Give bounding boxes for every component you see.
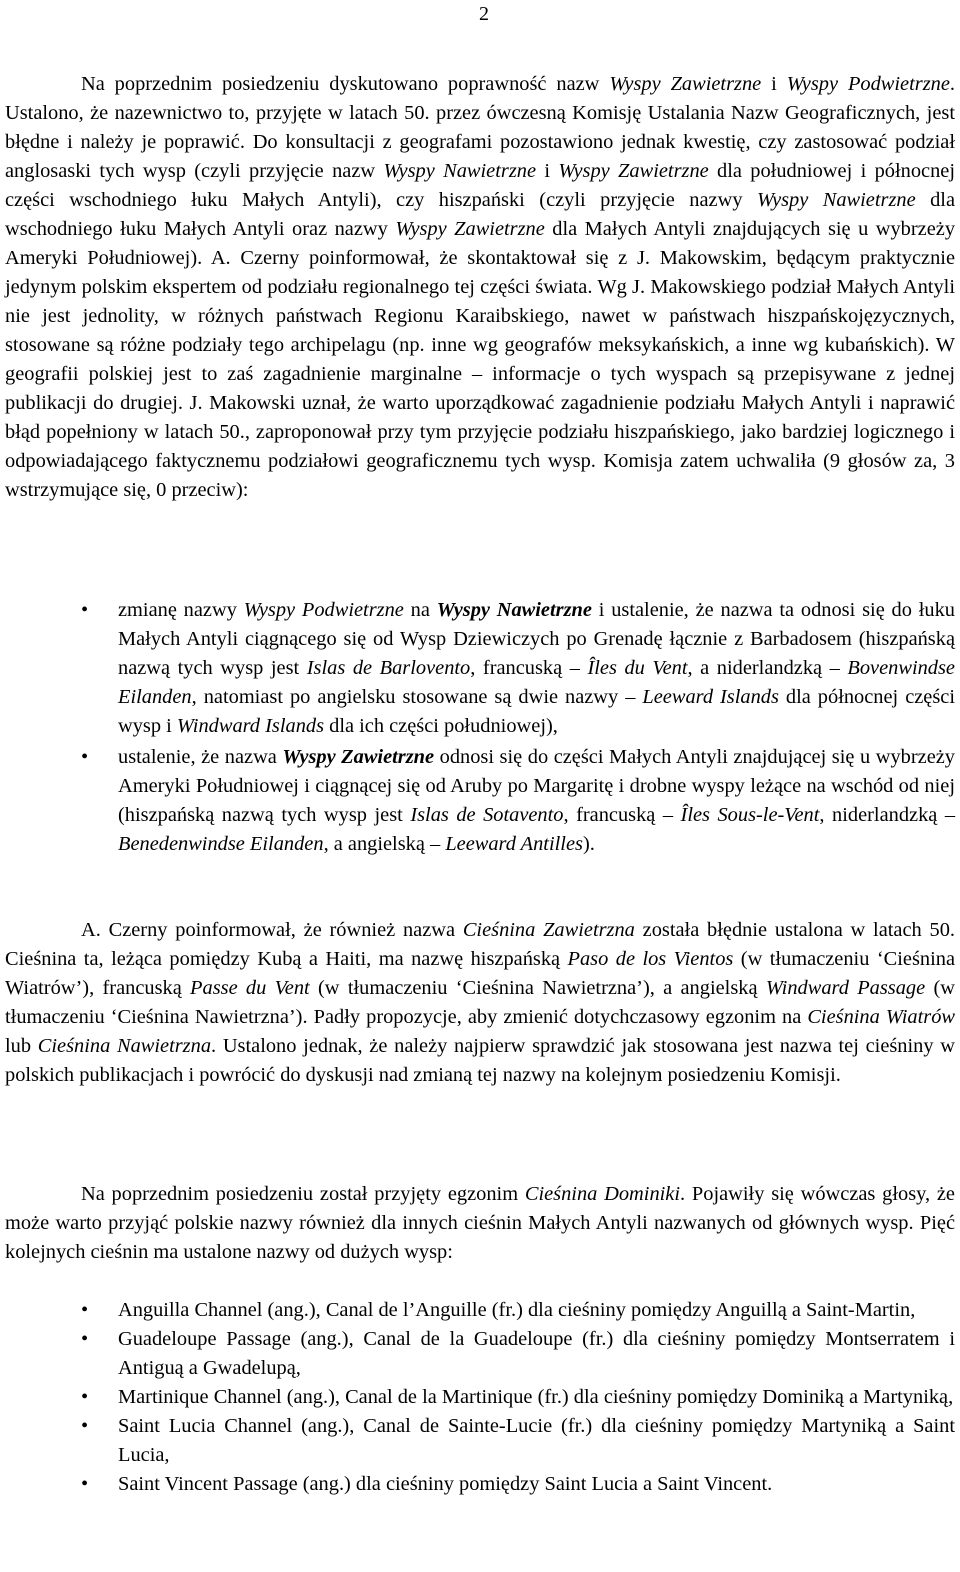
italic-text: Wyspy Nawietrzne [756,189,916,211]
text: , natomiast po angielsku stosowane są dwie nazwy – [191,686,643,708]
list-item [5,1470,955,1499]
text: , francuską – [563,804,681,826]
italic-text: Passe du Vent [190,977,310,999]
text: dla południowej i północnej części wschodniego łuku Małych Antyli), czy hiszpański (czyli przyjęcie nazwy [5,160,955,211]
text: Na poprzednim posiedzeniu został przyjęty egzonim [81,1183,525,1205]
bullet-icon: • [81,1415,89,1437]
text: dla ich części południowej), [324,715,558,737]
page-number: 2 [479,3,489,25]
text: (w tłumaczeniu ‘Cieśnina Nawietrzna’). Padły propozycje, aby zmienić dotychczasowy egzonim na [5,977,955,1028]
italic-text: Wyspy Podwietrzne [786,73,950,95]
text: Guadeloupe Passage (ang.), Canal de la Guadeloupe (fr.) dla cieśniny pomiędzy Montserratem i Antiguą a Gwadelupą, [118,1328,955,1379]
italic-text: Cieśnina Nawietrzna [37,1035,212,1057]
italic-text: Bovenwindse Eilanden [118,657,955,708]
bold-italic-text: Wyspy Zawietrzne [282,746,435,768]
text: , francuską – [470,657,588,679]
text: Martinique Channel (ang.), Canal de la Martinique (fr.) dla cieśniny pomiędzy Dominiką a Martyniką, [118,1386,954,1408]
bold-italic-text: Wyspy Nawietrzne [436,599,592,621]
italic-text: Cieśnina Zawietrzna [462,919,635,941]
text: i [536,160,559,182]
italic-text: Islas de Sotavento [410,804,564,826]
italic-text: Windward Passage [765,977,926,999]
italic-text: Leeward Islands [642,686,779,708]
text: ). [582,833,595,855]
list-item [5,596,955,741]
text: zmianę nazwy [118,599,244,621]
text: na [403,599,437,621]
list-item [5,1383,955,1412]
paragraph-leeward-windward [5,70,955,505]
italic-text: Wyspy Zawietrzne [558,160,709,182]
italic-text: Windward Islands [176,715,325,737]
text: Anguilla Channel (ang.), Canal de l’Anguille (fr.) dla cieśniny pomiędzy Anguillą a Saint-Martin, [118,1299,916,1321]
text: odnosi się do części Małych Antyli znajdującej się u wybrzeży Ameryki Południowej i ciągnącej się od Aruby po Margaritę i drobne wyspy leżące na wschód od niej (hiszpańską nazwą tych wysp jest [118,746,955,826]
text: dla Małych Antyli znajdujących się u wybrzeży Ameryki Południowej). A. Czerny poinformował, że skontaktował się z J. Makowskim, będącym praktycznie jedynym polskim ekspertem od podziału regionalnego tej części świata. Wg J. Makowskiego podział Małych Antyli nie jest jednolity, w różnych państwach Regionu Karaibskiego, nawet w państwach hiszpańskojęzycznych, stosowane są różne podziały tego archipelagu (np. inne wg geografów meksykańskich, a inne wg kubańskich). W geografii polskiej jest to zaś zagadnienie marginalne – informacje o tych wyspach są przepisywane z jednej publikacji do drugiej. J. Makowski uznał, że warto uporządkować zagadnienie podziału Małych Antyli i naprawić błąd popełniony w latach 50., zaproponował przy tym przyjęcie podziału hiszpańskiego, jako bardziej logicznego i odpowiadającego faktycznemu podziałowi geograficznemu tych wysp. Komisja zatem uchwaliła (9 głosów za, 3 wstrzymujące się, 0 przeciw): [5,218,956,501]
text: lub [5,1035,38,1057]
italic-text: Islas de Barlovento [306,657,471,679]
text: , a angielską – [323,833,446,855]
text: została błędnie ustalona w latach 50. Cieśnina ta, leżąca pomiędzy Kubą a Haiti, ma nazwę hiszpańską [5,919,955,970]
bullet-icon: • [81,1328,89,1350]
text: dla północnej części wysp i [118,686,955,737]
text: . Ustalono, że nazewnictwo to, przyjęte w latach 50. przez ówczesną Komisję Ustalania Nazw Geograficznych, jest błędne i należy je poprawić. Do konsultacji z geografami pozostawiono jednak kwestię, czy zastosować podział anglosaski tych wysp (czyli przyjęcie nazw [5,73,955,182]
list-item [5,1412,955,1470]
text: ustalenie, że nazwa [118,746,283,768]
bullet-icon: • [81,1299,89,1321]
italic-text: Wyspy Nawietrzne [383,160,537,182]
bullet-icon: • [81,1473,89,1495]
text: . Ustalono jednak, że należy najpierw sprawdzić jak stosowana jest nazwa tej cieśniny w polskich publikacjach i powrócić do dyskusji nad zmianą tej nazwy na kolejnym posiedzeniu Komisji. [5,1035,955,1086]
italic-text: Cieśnina Dominiki [524,1183,681,1205]
text: (w tłumaczeniu ‘Cieśnina Wiatrów’), francuską [5,948,955,999]
bullet-icon: • [81,599,89,621]
resolution-list [5,596,955,859]
italic-text: Wyspy Zawietrzne [609,73,762,95]
list-item [5,1325,955,1383]
text: Saint Lucia Channel (ang.), Canal de Sainte-Lucie (fr.) dla cieśniny pomiędzy Martyniką a Saint Lucia, [118,1415,955,1466]
italic-text: Wyspy Podwietrzne [243,599,404,621]
paragraph-channels [5,1180,955,1267]
text: , a niderlandzką – [687,657,848,679]
italic-text: Îles Sous-le-Vent [680,804,820,826]
text: i [761,73,787,95]
text: , niderlandzką – [819,804,956,826]
list-item [5,1296,955,1325]
text: . Pojawiły się wówczas głosy, że może warto przyjąć polskie nazwy również dla innych cieśnin Małych Antyli nazwanych od głównych wysp. Pięć kolejnych cieśnin ma ustalone nazwy od dużych wysp: [5,1183,955,1263]
text: i ustalenie, że nazwa ta odnosi się do łuku Małych Antyli ciągnącego się od Wysp Dziewiczych po Grenadę łącznie z Barbadosem (hiszpańską nazwą tych wysp jest [118,599,956,679]
channels-list [5,1296,955,1499]
italic-text: Benedenwindse Eilanden [118,833,324,855]
italic-text: Wyspy Zawietrzne [395,218,545,240]
italic-text: Leeward Antilles [445,833,583,855]
list-item [5,743,955,859]
paragraph-windward-passage [5,916,955,1090]
italic-text: Paso de los Vientos [567,948,734,970]
text: Saint Vincent Passage (ang.) dla cieśniny pomiędzy Saint Lucia a Saint Vincent. [118,1473,773,1495]
text: Na poprzednim posiedzeniu dyskutowano poprawność nazw [81,73,610,95]
bullet-icon: • [81,1386,89,1408]
bullet-icon: • [81,746,89,768]
text: dla wschodniego łuku Małych Antyli oraz nazwy [5,189,955,240]
text: (w tłumaczeniu ‘Cieśnina Nawietrzna’), a angielską [309,977,766,999]
text: A. Czerny poinformował, że również nazwa [81,919,463,941]
italic-text: Cieśnina Wiatrów [807,1006,955,1028]
italic-text: Îles du Vent [587,657,688,679]
